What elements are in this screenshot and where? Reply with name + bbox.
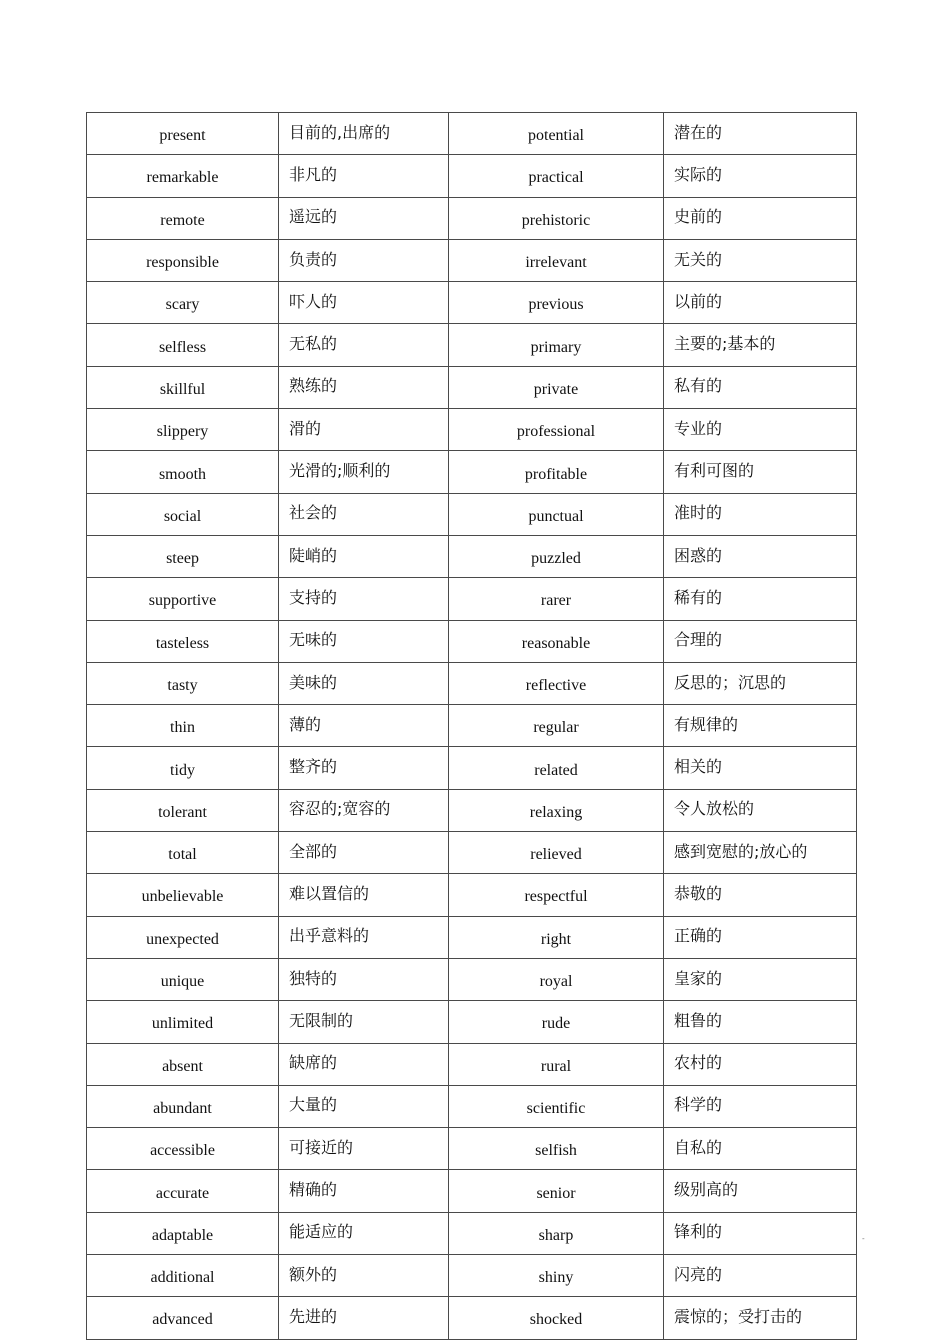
english-word-cell: respectful (449, 874, 664, 916)
english-word-cell: royal (449, 958, 664, 1000)
chinese-meaning-cell: 全部的 (279, 832, 449, 874)
chinese-meaning-cell: 实际的 (664, 155, 857, 197)
english-word-cell: selfish (449, 1128, 664, 1170)
table-row (87, 1170, 857, 1212)
table-row (87, 662, 857, 704)
english-word-cell: related (449, 747, 664, 789)
table-row (87, 705, 857, 747)
english-word-cell: present (87, 113, 279, 155)
chinese-meaning-cell: 容忍的;宽容的 (279, 789, 449, 831)
english-word-cell: profitable (449, 451, 664, 493)
table-row (87, 747, 857, 789)
chinese-meaning-cell: 负责的 (279, 239, 449, 281)
english-word-cell: absent (87, 1043, 279, 1085)
chinese-meaning-cell: 无关的 (664, 239, 857, 281)
english-word-cell: unexpected (87, 916, 279, 958)
english-word-cell: puzzled (449, 535, 664, 577)
chinese-meaning-cell: 科学的 (664, 1085, 857, 1127)
table-row (87, 324, 857, 366)
chinese-meaning-cell: 皇家的 (664, 958, 857, 1000)
english-word-cell: relaxing (449, 789, 664, 831)
vocabulary-table (86, 112, 857, 1340)
english-word-cell: advanced (87, 1297, 279, 1339)
english-word-cell: supportive (87, 578, 279, 620)
english-word-cell: prehistoric (449, 197, 664, 239)
english-word-cell: skillful (87, 366, 279, 408)
chinese-meaning-cell: 级别高的 (664, 1170, 857, 1212)
chinese-meaning-cell: 出乎意料的 (279, 916, 449, 958)
english-word-cell: rarer (449, 578, 664, 620)
chinese-meaning-cell: 令人放松的 (664, 789, 857, 831)
english-word-cell: practical (449, 155, 664, 197)
chinese-meaning-cell: 遥远的 (279, 197, 449, 239)
table-row (87, 451, 857, 493)
table-row (87, 409, 857, 451)
english-word-cell: accessible (87, 1128, 279, 1170)
chinese-meaning-cell: 大量的 (279, 1085, 449, 1127)
english-word-cell: private (449, 366, 664, 408)
english-word-cell: right (449, 916, 664, 958)
chinese-meaning-cell: 无限制的 (279, 1001, 449, 1043)
table-row (87, 1128, 857, 1170)
table-row (87, 578, 857, 620)
english-word-cell: previous (449, 282, 664, 324)
english-word-cell: sharp (449, 1212, 664, 1254)
table-row (87, 1297, 857, 1339)
table-row (87, 874, 857, 916)
english-word-cell: irrelevant (449, 239, 664, 281)
chinese-meaning-cell: 以前的 (664, 282, 857, 324)
english-word-cell: slippery (87, 409, 279, 451)
chinese-meaning-cell: 整齐的 (279, 747, 449, 789)
chinese-meaning-cell: 正确的 (664, 916, 857, 958)
table-row (87, 155, 857, 197)
chinese-meaning-cell: 有规律的 (664, 705, 857, 747)
chinese-meaning-cell: 感到宽慰的;放心的 (664, 832, 857, 874)
english-word-cell: scientific (449, 1085, 664, 1127)
table-row (87, 197, 857, 239)
english-word-cell: tolerant (87, 789, 279, 831)
chinese-meaning-cell: 额外的 (279, 1255, 449, 1297)
english-word-cell: unique (87, 958, 279, 1000)
english-word-cell: senior (449, 1170, 664, 1212)
english-word-cell: unlimited (87, 1001, 279, 1043)
chinese-meaning-cell: 薄的 (279, 705, 449, 747)
chinese-meaning-cell: 社会的 (279, 493, 449, 535)
chinese-meaning-cell: 合理的 (664, 620, 857, 662)
vocabulary-table-body (87, 113, 857, 1340)
english-word-cell: social (87, 493, 279, 535)
table-row (87, 789, 857, 831)
chinese-meaning-cell: 专业的 (664, 409, 857, 451)
chinese-meaning-cell: 困惑的 (664, 535, 857, 577)
english-word-cell: regular (449, 705, 664, 747)
english-word-cell: accurate (87, 1170, 279, 1212)
chinese-meaning-cell: 能适应的 (279, 1212, 449, 1254)
chinese-meaning-cell: 精确的 (279, 1170, 449, 1212)
table-row (87, 1043, 857, 1085)
chinese-meaning-cell: 美味的 (279, 662, 449, 704)
page-number-mark: - (862, 1234, 865, 1243)
table-row (87, 916, 857, 958)
chinese-meaning-cell: 恭敬的 (664, 874, 857, 916)
chinese-meaning-cell: 目前的,出席的 (279, 113, 449, 155)
chinese-meaning-cell: 私有的 (664, 366, 857, 408)
english-word-cell: rude (449, 1001, 664, 1043)
chinese-meaning-cell: 稀有的 (664, 578, 857, 620)
english-word-cell: potential (449, 113, 664, 155)
table-row (87, 282, 857, 324)
english-word-cell: punctual (449, 493, 664, 535)
chinese-meaning-cell: 缺席的 (279, 1043, 449, 1085)
chinese-meaning-cell: 先进的 (279, 1297, 449, 1339)
chinese-meaning-cell: 锋利的 (664, 1212, 857, 1254)
chinese-meaning-cell: 反思的；沉思的 (664, 662, 857, 704)
table-row (87, 1255, 857, 1297)
table-row (87, 832, 857, 874)
chinese-meaning-cell: 有利可图的 (664, 451, 857, 493)
chinese-meaning-cell: 史前的 (664, 197, 857, 239)
table-row (87, 535, 857, 577)
english-word-cell: remarkable (87, 155, 279, 197)
chinese-meaning-cell: 闪亮的 (664, 1255, 857, 1297)
english-word-cell: total (87, 832, 279, 874)
table-row (87, 1085, 857, 1127)
chinese-meaning-cell: 农村的 (664, 1043, 857, 1085)
chinese-meaning-cell: 难以置信的 (279, 874, 449, 916)
chinese-meaning-cell: 自私的 (664, 1128, 857, 1170)
chinese-meaning-cell: 吓人的 (279, 282, 449, 324)
english-word-cell: adaptable (87, 1212, 279, 1254)
english-word-cell: reasonable (449, 620, 664, 662)
chinese-meaning-cell: 主要的;基本的 (664, 324, 857, 366)
chinese-meaning-cell: 震惊的；受打击的 (664, 1297, 857, 1339)
english-word-cell: abundant (87, 1085, 279, 1127)
table-row (87, 1212, 857, 1254)
english-word-cell: rural (449, 1043, 664, 1085)
english-word-cell: tasty (87, 662, 279, 704)
chinese-meaning-cell: 相关的 (664, 747, 857, 789)
english-word-cell: reflective (449, 662, 664, 704)
english-word-cell: relieved (449, 832, 664, 874)
table-row (87, 493, 857, 535)
english-word-cell: unbelievable (87, 874, 279, 916)
english-word-cell: scary (87, 282, 279, 324)
english-word-cell: responsible (87, 239, 279, 281)
chinese-meaning-cell: 光滑的;顺利的 (279, 451, 449, 493)
table-row (87, 113, 857, 155)
english-word-cell: selfless (87, 324, 279, 366)
english-word-cell: smooth (87, 451, 279, 493)
table-row (87, 366, 857, 408)
chinese-meaning-cell: 无私的 (279, 324, 449, 366)
chinese-meaning-cell: 准时的 (664, 493, 857, 535)
chinese-meaning-cell: 独特的 (279, 958, 449, 1000)
chinese-meaning-cell: 陡峭的 (279, 535, 449, 577)
english-word-cell: shocked (449, 1297, 664, 1339)
chinese-meaning-cell: 潜在的 (664, 113, 857, 155)
english-word-cell: additional (87, 1255, 279, 1297)
english-word-cell: steep (87, 535, 279, 577)
english-word-cell: tidy (87, 747, 279, 789)
chinese-meaning-cell: 无味的 (279, 620, 449, 662)
table-row (87, 958, 857, 1000)
english-word-cell: tasteless (87, 620, 279, 662)
table-row (87, 1001, 857, 1043)
english-word-cell: professional (449, 409, 664, 451)
chinese-meaning-cell: 滑的 (279, 409, 449, 451)
chinese-meaning-cell: 可接近的 (279, 1128, 449, 1170)
english-word-cell: remote (87, 197, 279, 239)
english-word-cell: thin (87, 705, 279, 747)
english-word-cell: shiny (449, 1255, 664, 1297)
english-word-cell: primary (449, 324, 664, 366)
table-row (87, 239, 857, 281)
chinese-meaning-cell: 非凡的 (279, 155, 449, 197)
table-row (87, 620, 857, 662)
chinese-meaning-cell: 熟练的 (279, 366, 449, 408)
chinese-meaning-cell: 支持的 (279, 578, 449, 620)
chinese-meaning-cell: 粗鲁的 (664, 1001, 857, 1043)
